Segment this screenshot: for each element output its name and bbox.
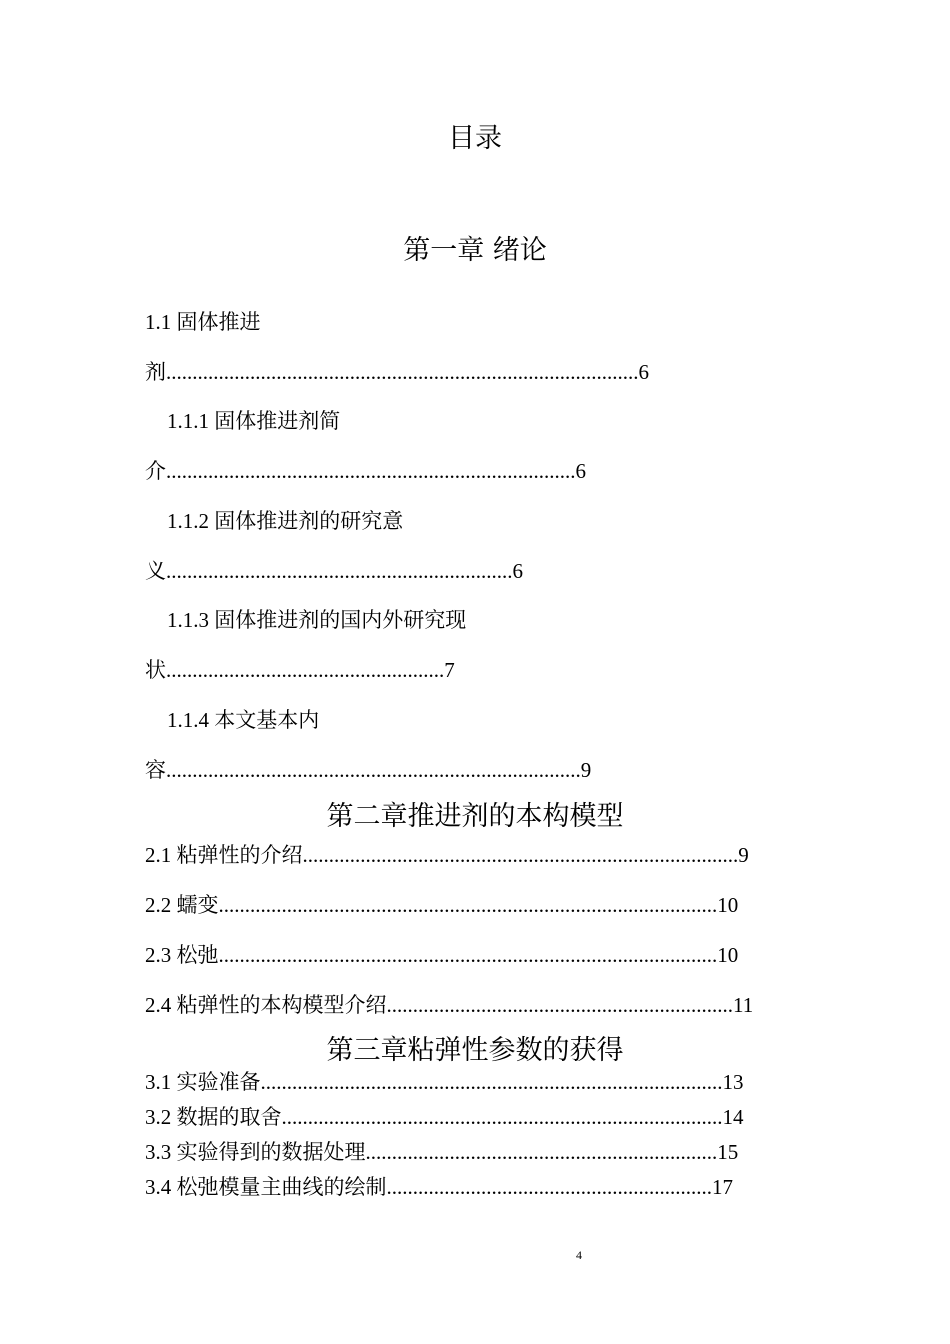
page-ref: 14: [722, 1105, 744, 1129]
toc-entry-2-3[interactable]: [145, 942, 805, 968]
page-ref: 9: [580, 758, 592, 782]
leader-dots: ..........................................................................................: [166, 360, 639, 384]
page-ref: 10: [717, 893, 739, 917]
chapter1-title: 第一章 绪论: [403, 235, 547, 266]
leader-dots: ...............................................................................................: [218, 893, 718, 917]
leader-dots: ...................................................................: [365, 1140, 718, 1164]
toc-entry-1-1-4-head[interactable]: 1.1.4 本文基本内: [167, 708, 320, 732]
leader-dots: ..............................................................................: [166, 459, 576, 483]
leader-dots: ....................................................................................: [281, 1105, 723, 1129]
toc-entry-text: 容: [145, 758, 166, 782]
leader-dots: ...............................................................................: [166, 758, 581, 782]
toc-entry-text: 状: [145, 658, 166, 682]
page-number: 4: [576, 1248, 582, 1262]
page-ref: 9: [738, 843, 749, 867]
page-ref: 6: [512, 559, 523, 583]
toc-title: 目录: [448, 123, 502, 154]
page-ref: 15: [717, 1140, 739, 1164]
toc-entry-text: 义: [145, 559, 166, 583]
leader-dots: ..................................................................: [166, 559, 513, 583]
page-ref: 6: [575, 459, 586, 483]
leader-dots: ...................................................................................: [302, 843, 739, 867]
toc-entry-text: 2.3 松弛: [145, 943, 219, 967]
leader-dots: .....................................................: [166, 658, 445, 682]
toc-entry-3-4[interactable]: [145, 1174, 810, 1200]
toc-entry-1-1-3-tail[interactable]: [145, 657, 475, 683]
toc-entry-3-1[interactable]: [145, 1069, 810, 1095]
toc-entry-1-1-tail[interactable]: [145, 359, 685, 385]
leader-dots: ..............................................................: [386, 1175, 712, 1199]
toc-entry-1-1-2-tail[interactable]: [145, 558, 545, 584]
leader-dots: ...............................................................................................: [218, 943, 718, 967]
page-ref: 7: [444, 658, 455, 682]
toc-entry-text: 3.4 松弛模量主曲线的绘制: [145, 1175, 387, 1199]
page-ref: 6: [638, 360, 649, 384]
toc-entry-1-1-4-tail[interactable]: [145, 757, 635, 783]
page-ref: 17: [712, 1175, 733, 1199]
page-ref: 10: [717, 943, 739, 967]
chapter3-title: 第三章粘弹性参数的获得: [326, 1035, 624, 1066]
toc-entry-1-1-2-head[interactable]: 1.1.2 固体推进剂的研究意: [167, 509, 404, 533]
toc-entry-1-1-1-head[interactable]: 1.1.1 固体推进剂简: [167, 409, 341, 433]
toc-entry-text: 剂: [145, 360, 166, 384]
page-ref: 11: [733, 993, 754, 1017]
toc-entry-3-2[interactable]: [145, 1104, 810, 1130]
toc-entry-1-1-3-head[interactable]: 1.1.3 固体推进剂的国内外研究现: [167, 608, 467, 632]
toc-entry-text: 2.1 粘弹性的介绍: [145, 843, 303, 867]
toc-entry-1-1-head[interactable]: 1.1 固体推进: [145, 310, 261, 334]
toc-entry-text: 介: [145, 459, 166, 483]
page-ref: 13: [722, 1070, 744, 1094]
toc-entry-text: 3.3 实验得到的数据处理: [145, 1140, 366, 1164]
toc-entry-text: 3.2 数据的取舍: [145, 1105, 282, 1129]
chapter2-title: 第二章推进剂的本构模型: [326, 801, 624, 832]
toc-entry-2-1[interactable]: [145, 842, 805, 868]
toc-entry-2-4[interactable]: [145, 992, 805, 1018]
toc-entry-text: 2.2 蠕变: [145, 893, 219, 917]
toc-entry-1-1-1-tail[interactable]: [145, 458, 615, 484]
toc-entry-2-2[interactable]: [145, 892, 805, 918]
leader-dots: ........................................................................................: [260, 1070, 723, 1094]
toc-entry-text: 3.1 实验准备: [145, 1070, 261, 1094]
leader-dots: ..................................................................: [386, 993, 733, 1017]
toc-entry-text: 2.4 粘弹性的本构模型介绍: [145, 993, 387, 1017]
toc-entry-3-3[interactable]: [145, 1139, 810, 1165]
